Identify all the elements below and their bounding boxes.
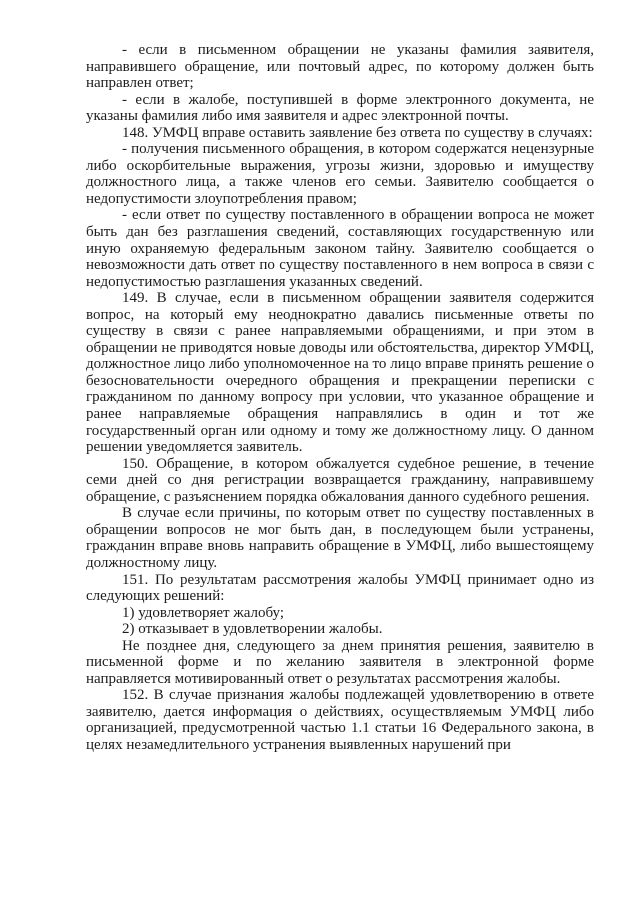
paragraph-149: 149. В случае, если в письменном обращении заявителя содержится вопрос, на который ему неоднократно давались письменные ответы по существу в связи с ранее направляемыми обращениями, и при этом в обращении не приводятся новые доводы или обстоятельства, директор УМФЦ, должностное лицо либо уполномоченное на то лицо вправе принять решение о безосновательности очередного обращения и прекращении переписки с гражданином по данному вопросу при условии, что указанное обращение и ранее направляемые обращения направлялись в один и тот же государственный орган или одному и тому же должностному лицу. О данном решении уведомляется заявитель. — [86, 290, 594, 456]
paragraph-151-option-1: 1) удовлетворяет жалобу; — [122, 604, 285, 621]
paragraph-148-secret: - если ответ по существу поставленного в обращении вопроса не может быть дан без разглашения сведений, составляющих государственную или иную охраняемую федеральным законом тайну. Заявителю сообщается о невозможности дать ответ по существу поставленного в нем вопроса в связи с недопустимостью разглашения указанных сведений. — [86, 207, 594, 290]
paragraph-150-reappeal: В случае если причины, по которым ответ по существу поставленных в обращении вопросов не мог быть дан, в последующем были устранены, гражданин вправе вновь направить обращение в УМФЦ, либо вышестоящему должностному лицу. — [86, 505, 594, 571]
paragraph-missing-name-address: - если в письменном обращении не указаны фамилия заявителя, направившего обращение, или почтовый адрес, по которому должен быть направлен ответ; — [86, 42, 594, 92]
paragraph-missing-email: - если в жалобе, поступившей в форме электронного документа, не указаны фамилия либо имя заявителя и адрес электронной почты. — [86, 91, 594, 125]
paragraph-151-reply: Не позднее дня, следующего за днем принятия решения, заявителю в письменной форме и по желанию заявителя в электронной форме направляется мотивированный ответ о результатах рассмотрения жалобы. — [86, 637, 594, 687]
paragraph-148: 148. УМФЦ вправе оставить заявление без ответа по существу в случаях: — [122, 124, 593, 141]
document-page — [86, 42, 594, 754]
paragraph-150: 150. Обращение, в котором обжалуется судебное решение, в течение семи дней со дня регистрации возвращается гражданину, направившему обращение, с разъяснением порядка обжалования данного судебного решения. — [86, 455, 594, 505]
paragraph-151-option-2: 2) отказывает в удовлетворении жалобы. — [122, 621, 383, 638]
paragraph-151: 151. По результатам рассмотрения жалобы УМФЦ принимает одно из следующих решений: — [86, 571, 594, 605]
paragraph-152: 152. В случае признания жалобы подлежащей удовлетворению в ответе заявителю, дается информация о действиях, осуществляемым УМФЦ либо организацией, предусмотренной частью 1.1 статьи 16 Федерального закона, в целях незамедлительного устранения выявленных нарушений при — [86, 687, 594, 753]
paragraph-148-abusive: - получения письменного обращения, в котором содержатся нецензурные либо оскорбительные выражения, угрозы жизни, здоровью и имуществу должностного лица, а также членов его семьи. Заявителю сообщается о недопустимости злоупотребления правом; — [86, 141, 594, 207]
